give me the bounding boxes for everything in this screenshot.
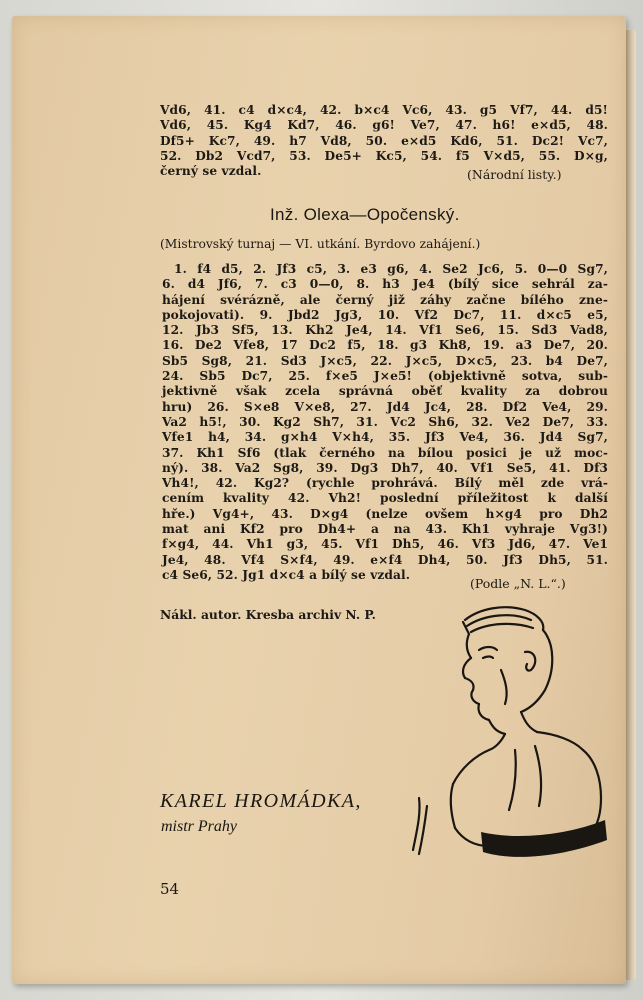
move-line: cením kvality 42. Vh2! poslední příležitost k další — [162, 491, 608, 506]
move-line: ný). 38. Va2 Sg8, 39. Dg3 Dh7, 40. Vf1 Se5, 41. Df3 — [162, 460, 608, 475]
move-line: 6. d4 Jf6, 7. c3 0—0, 8. h3 Je4 (bílý sice sehrál za- — [162, 277, 608, 292]
move-line: 1. f4 d5, 2. Jf3 c5, 3. e3 g6, 4. Se2 Jc6, 5. 0—0 Sg7, — [174, 262, 608, 276]
move-line: hru) 26. S×e8 V×e8, 27. Jd4 Jc4, 28. Df2 Ve4, 29. — [162, 399, 608, 414]
move-line: 16. De2 Vfe8, 17 Dc2 f5, 18. g3 Kh8, 19. a3 De7, 20. — [162, 338, 608, 353]
move-line: 37. Kh1 Sf6 (tlak černého na bílou posici je už moc- — [162, 445, 608, 460]
move-line: černý se vzdal. — [160, 164, 262, 179]
move-line: 24. Sb5 Dc7, 25. f×e5 J×e5! (objektivně sotva, sub- — [162, 369, 608, 384]
move-line: Va2 h5!, 30. Kg2 Sh7, 31. Vc2 Sh6, 32. Ve2 De7, 33. — [162, 414, 608, 429]
move-line: Vh4!, 42. Kg2? (rychle prohrává. Bílý měl zde vrá- — [162, 476, 608, 491]
move-line: Df5+ Kc7, 49. h7 Vd8, 50. e×d5 Kd6, 51. Dc2! Vc7, — [160, 133, 608, 148]
portrait-caption-name: KAREL HROMÁDKA, — [160, 790, 362, 812]
move-line: Vfe1 h4, 34. g×h4 V×h4, 35. Jf3 Ve4, 36. Jd4 Sg7, — [162, 430, 608, 445]
portrait-sketch — [405, 600, 615, 870]
previous-game-source: (Národní listy.) — [467, 167, 562, 182]
game-title: Inž. Olexa—Opočenský. — [270, 205, 460, 224]
game-moves — [162, 262, 608, 583]
move-line: c4 Se6, 52. Jg1 d×c4 a bílý se vzdal. — [162, 567, 411, 582]
move-line: Vd6, 41. c4 d×c4, 42. b×c4 Vc6, 43. g5 Vf7, 44. d5! — [160, 103, 608, 117]
page-number: 54 — [160, 880, 180, 898]
page-stack-edge — [626, 30, 636, 980]
game-source: (Podle „N. L.“.) — [470, 576, 566, 591]
event-line: (Mistrovský turnaj — VI. utkání. Byrdovo zahájení.) — [160, 237, 481, 251]
move-line: pokojovati). 9. Jbd2 Jg3, 10. Vf2 Dc7, 11. d×c5 e5, — [162, 307, 608, 322]
move-line: 12. Jb3 Sf5, 13. Kh2 Je4, 14. Vf1 Se6, 15. Sd3 Vad8, — [162, 323, 608, 338]
move-line: Vd6, 45. Kg4 Kd7, 46. g6! Ve7, 47. h6! e×d5, 48. — [160, 118, 608, 133]
move-line: hře.) Vg4+, 43. D×g4 (nelze ovšem h×g4 pro Dh2 — [162, 506, 608, 521]
move-line: hájení svérázně, ale černý již záhy začne bílého zne- — [162, 292, 608, 307]
move-line: 52. Db2 Vcd7, 53. De5+ Kc5, 54. f5 V×d5, 55. D×g, — [160, 148, 608, 163]
move-line: Sb5 Sg8, 21. Sd3 J×c5, 22. J×c5, D×c5, 23. b4 De7, — [162, 353, 608, 368]
move-line: mat ani Kf2 pro Dh4+ a na 43. Kh1 vyhraje Vg3!) — [162, 522, 608, 537]
portrait-caption-title: mistr Prahy — [161, 818, 237, 835]
credit-line: Nákl. autor. Kresba archiv N. P. — [160, 607, 376, 622]
move-line: Je4, 48. Vf4 S×f4, 49. e×f4 Dh4, 50. Jf3 Dh5, 51. — [162, 552, 608, 567]
move-line: f×g4, 44. Vh1 g3, 45. Vf1 Dh5, 46. Vf3 Jd6, 47. Ve1 — [162, 537, 608, 552]
move-line: jektivně však zcela správná oběť kvality za dobrou — [162, 384, 608, 399]
